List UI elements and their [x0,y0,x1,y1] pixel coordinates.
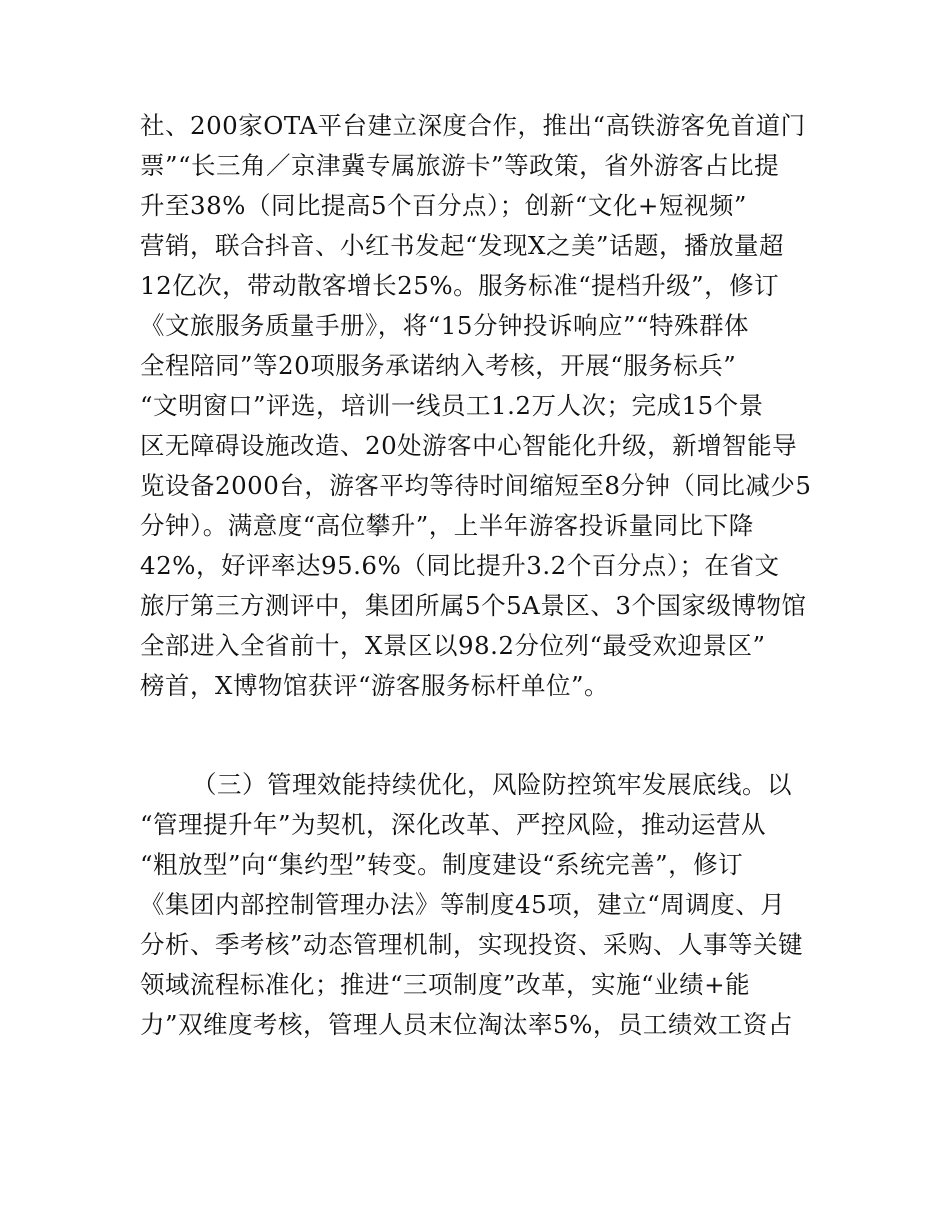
text-line: 力”双维度考核，管理人员末位淘汰率5%，员工绩效工资占 [140,1010,793,1039]
text-line: 分钟）。满意度“高位攀升”，上半年游客投诉量同比下降 [140,511,754,540]
section-heading-line: （三）管理效能持续优化，风险防控筑牢发展底线。以 [192,770,792,799]
text-line: 12亿次，带动散客增长25%。服务标准“提档升级”，修订 [140,271,780,300]
text-line: 42%，好评率达95.6%（同比提升3.2个百分点）；在省文 [140,551,780,580]
text-line: 全部进入全省前十，X景区以98.2分位列“最受欢迎景区” [140,631,766,660]
text-line: 旅厅第三方测评中，集团所属5个5A景区、3个国家级博物馆 [140,591,807,620]
text-line: 《文旅服务质量手册》，将“15分钟投诉响应”“特殊群体 [140,311,749,340]
text-line: “管理提升年”为契机，深化改革、严控风险，推动运营从 [140,810,767,839]
text-line: 览设备2000台，游客平均等待时间缩短至8分钟（同比减少5 [140,471,812,500]
text-line: “文明窗口”评选，培训一线员工1.2万人次；完成15个景 [140,391,764,420]
text-line: 票”“长三角／京津冀专属旅游卡”等政策，省外游客占比提 [140,151,780,180]
text-line: 榜首，X博物馆获评“游客服务标杆单位”。 [140,671,609,700]
text-line: 全程陪同”等20项服务承诺纳入考核，开展“服务标兵” [140,351,737,380]
text-line: 领域流程标准化；推进“三项制度”改革，实施“业绩+能 [140,970,751,999]
text-line: 升至38%（同比提高5个百分点）；创新“文化+短视频” [140,191,747,220]
text-line: 《集团内部控制管理办法》等制度45项，建立“周调度、月 [140,890,786,919]
text-line: 分析、季考核”动态管理机制，实现投资、采购、人事等关键 [140,930,804,959]
text-line: 营销，联合抖音、小红书发起“发现X之美”话题，播放量超 [140,231,784,260]
text-line: “粗放型”向“集约型”转变。制度建设“系统完善”，修订 [140,850,744,879]
text-line: 区无障碍设施改造、20处游客中心智能化升级，新增智能导 [140,431,798,460]
text-line: 社、200家OTA平台建立深度合作，推出“高铁游客免首道门 [140,111,806,140]
